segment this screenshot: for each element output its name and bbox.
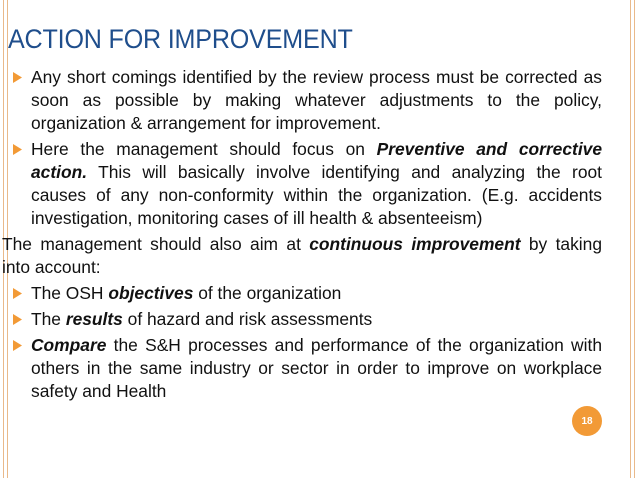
bullet-text: Any short comings identified by the review process must be corrected as soon as possible by making whatever adjustments to the policy, organization & arrangement for improvement. — [31, 67, 602, 133]
bullet-emphasis: Compare — [31, 335, 107, 355]
triangle-right-icon — [13, 72, 22, 83]
bullet-text-post: of the organization — [193, 283, 342, 303]
page-number-badge: 18 — [572, 406, 602, 436]
triangle-right-icon — [13, 144, 22, 155]
triangle-right-icon — [13, 288, 22, 299]
right-border-line — [634, 0, 635, 478]
paragraph-text-pre: The management should also aim at — [2, 234, 310, 254]
paragraph-text-post: by taking into account: — [2, 234, 603, 277]
bullet-item — [12, 282, 602, 305]
bullet-text-post: of hazard and risk assessments — [122, 309, 373, 329]
bullet-item — [12, 334, 602, 403]
triangle-right-icon — [13, 340, 22, 351]
bullet-text-post: This will basically involve identifying and analyzing the root causes of any non-conformity within the organization. (E.g. accidents investigation, monitoring cases of ill health & absenteeism) — [31, 162, 602, 228]
bullet-emphasis: Preventive and corrective action. — [31, 139, 602, 182]
triangle-right-icon — [13, 314, 22, 325]
body-paragraph — [2, 233, 602, 279]
right-border-line-inner — [630, 0, 631, 478]
bullet-emphasis: results — [65, 309, 123, 329]
bullet-emphasis: objectives — [108, 283, 194, 303]
bullet-text-pre: The OSH — [31, 283, 109, 303]
bullet-text-post: the S&H processes and performance of the organization with others in the same industry or sector in order to improve on workplace safety and Health — [31, 335, 602, 401]
bullet-text-pre: Here the management should focus on — [31, 139, 377, 159]
slide-content — [2, 66, 603, 406]
bullet-item — [12, 138, 602, 230]
bullet-text-pre: The — [31, 309, 66, 329]
bullet-item — [12, 308, 602, 331]
paragraph-emphasis: continuous improvement — [309, 234, 521, 254]
bullet-item — [12, 66, 602, 135]
slide-title: ACTION FOR IMPROVEMENT — [8, 24, 353, 54]
